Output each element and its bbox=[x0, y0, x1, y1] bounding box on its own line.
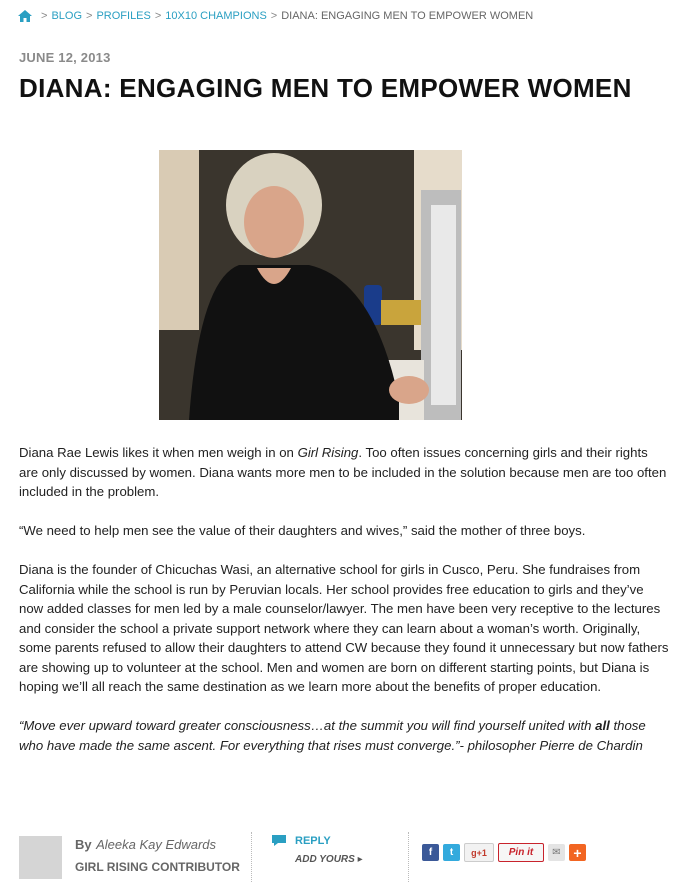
paragraph: Diana is the founder of Chicuchas Wasi, an alternative school for girls in Cusco, Peru. She fundraises from California while the school is run by Peruvian locals. Her school provides free education to girls and they’ve now added classes for men led by a male counselor/lawyer. The men have been very receptive to the lectures and consider the school a private support network where they can learn about a woman’s worth. Originally, some parents refused to allow their daughters to attend CW because they found it unnecessary but now fathers are showing up to volunteer at the school. Men and women are born on different starting points, but Diana is hoping we’ll all reach the same destination as we learn more about the benefits of proper education. bbox=[19, 562, 669, 694]
portrait-illustration bbox=[159, 150, 462, 420]
by-label: By bbox=[75, 837, 92, 852]
breadcrumb bbox=[18, 8, 533, 24]
divider bbox=[251, 832, 253, 882]
film-title: Girl Rising bbox=[297, 445, 359, 460]
post-footer bbox=[19, 832, 669, 882]
pinterest-button[interactable]: Pin it bbox=[498, 843, 544, 862]
breadcrumb-separator: > bbox=[154, 10, 162, 22]
paragraph: “We need to help men see the value of their daughters and wives,” said the mother of three boys. bbox=[19, 523, 586, 538]
breadcrumb-link-10x10-champions[interactable]: 10X10 CHAMPIONS bbox=[165, 10, 267, 22]
facebook-share-button[interactable]: f bbox=[422, 844, 439, 861]
divider bbox=[408, 832, 410, 882]
add-yours-link[interactable]: ADD YOURS ▸ bbox=[295, 854, 363, 865]
breadcrumb-separator: > bbox=[41, 10, 48, 22]
author-role: GIRL RISING CONTRIBUTOR bbox=[75, 860, 240, 874]
share-buttons bbox=[422, 843, 590, 862]
reply-section bbox=[271, 834, 363, 865]
post-title: DIANA: ENGAGING MEN TO EMPOWER WOMEN bbox=[19, 73, 632, 103]
author-info bbox=[75, 836, 240, 874]
twitter-share-button[interactable]: t bbox=[443, 844, 460, 861]
email-share-icon[interactable]: ✉ bbox=[548, 844, 565, 861]
breadcrumb-current: DIANA: ENGAGING MEN TO EMPOWER WOMEN bbox=[281, 10, 534, 22]
breadcrumb-link-blog[interactable]: BLOG bbox=[51, 10, 83, 22]
breadcrumb-separator: > bbox=[270, 10, 278, 22]
paragraph: Diana Rae Lewis likes it when men weigh in on Girl Rising. Too often issues concerning girls and their rights are only discussed by women. Diana wants more men to be included in the solution because men are too often included in the problem. bbox=[19, 445, 667, 499]
reply-link[interactable]: REPLY bbox=[295, 834, 331, 847]
more-share-icon[interactable]: + bbox=[569, 844, 586, 861]
closing-quote: “Move ever upward toward greater consciousness…at the summit you will find yourself united with all those who have made the same ascent. For everything that rises must converge.”- philosopher Pierre de Chardin bbox=[19, 718, 646, 753]
comment-bubble-icon bbox=[271, 834, 287, 847]
post-date: JUNE 12, 2013 bbox=[19, 50, 111, 65]
home-icon[interactable] bbox=[18, 10, 32, 22]
post-photo bbox=[159, 150, 462, 420]
google-plus-button[interactable]: g+1 bbox=[464, 843, 494, 862]
author-name[interactable]: Aleeka Kay Edwards bbox=[96, 837, 217, 852]
author-avatar bbox=[19, 836, 62, 879]
post-body bbox=[19, 443, 669, 775]
breadcrumb-link-profiles[interactable]: PROFILES bbox=[96, 10, 151, 22]
breadcrumb-separator: > bbox=[86, 10, 93, 22]
